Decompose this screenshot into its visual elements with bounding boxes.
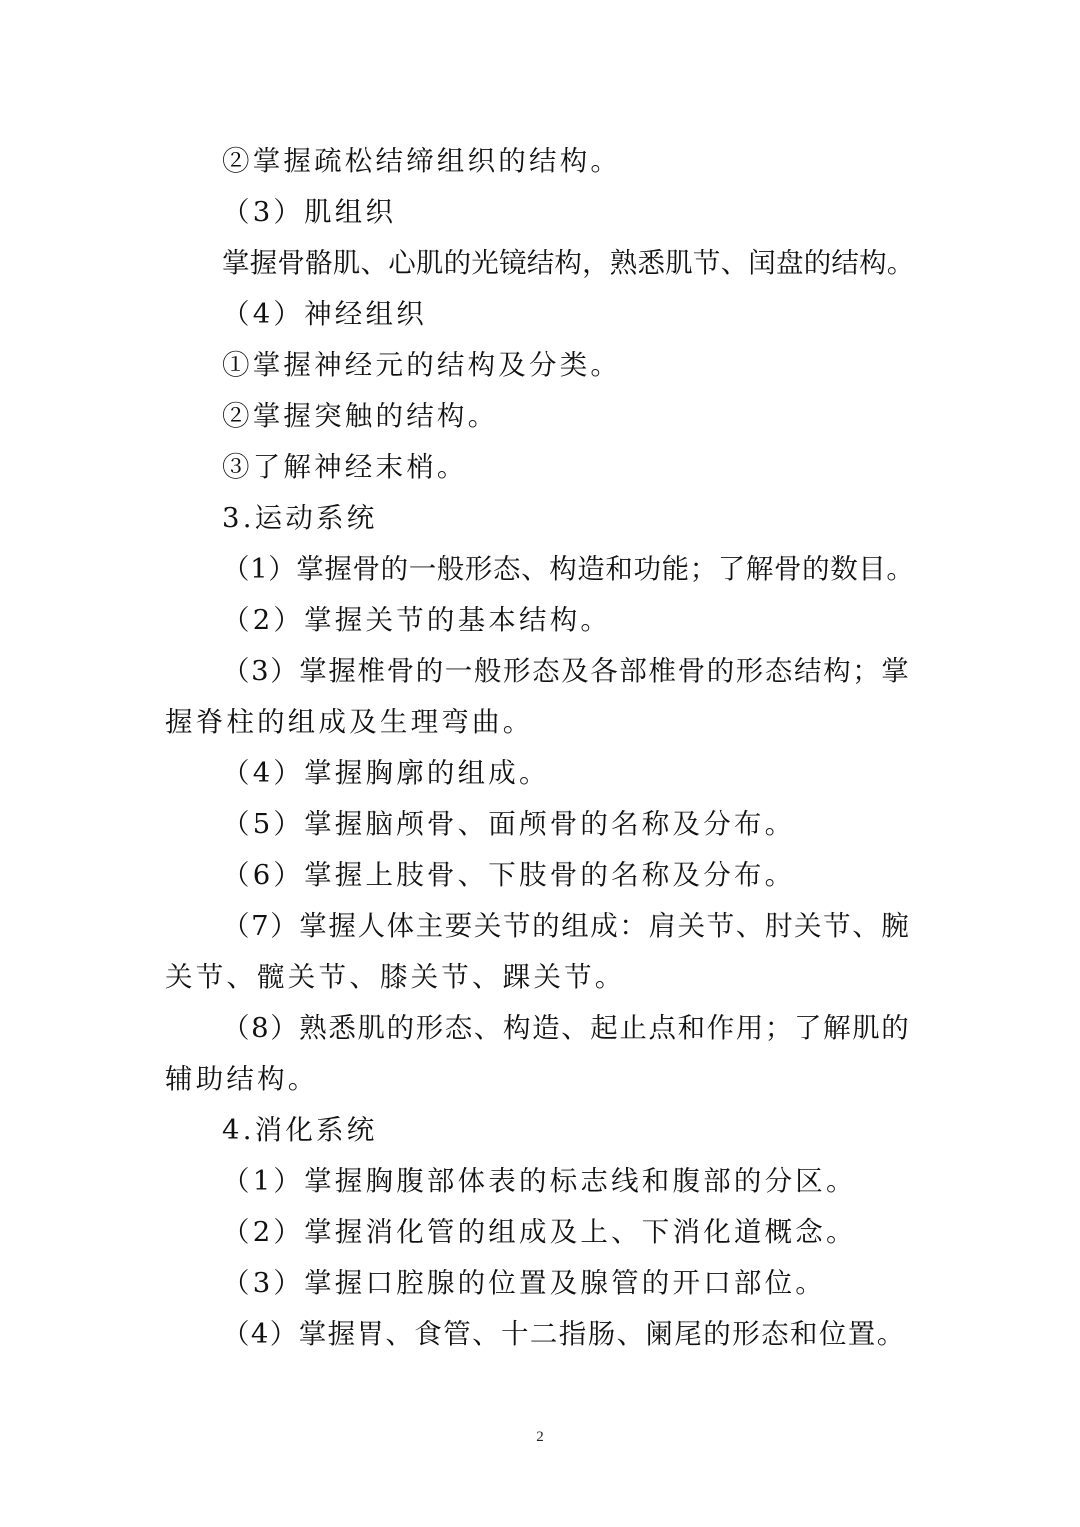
- text-line: （2）掌握消化管的组成及上、下消化道概念。: [222, 1216, 857, 1248]
- section-heading: （4）神经组织: [222, 298, 427, 330]
- text-line: ②掌握突触的结构。: [222, 400, 499, 432]
- text-line: （3）掌握口腔腺的位置及腺管的开口部位。: [222, 1267, 826, 1299]
- text-line: （7）掌握人体主要关节的组成：肩关节、肘关节、腕: [222, 910, 911, 942]
- text-line: （4）掌握胃、食管、十二指肠、阑尾的形态和位置。: [222, 1318, 906, 1350]
- page-number: 2: [536, 1429, 544, 1445]
- section-heading: 4.消化系统: [222, 1114, 378, 1146]
- text-line: 关节、髋关节、膝关节、踝关节。: [165, 961, 626, 993]
- text-line: ②掌握疏松结缔组织的结构。: [222, 145, 622, 177]
- section-heading: （3）肌组织: [222, 196, 397, 228]
- text-line: 握脊柱的组成及生理弯曲。: [165, 706, 534, 738]
- text-line: （1）掌握骨的一般形态、构造和功能；了解骨的数目。: [222, 553, 915, 585]
- text-line: 掌握骨骼肌、心肌的光镜结构，熟悉肌节、闰盘的结构。: [222, 247, 915, 279]
- text-line: 辅助结构。: [165, 1063, 319, 1095]
- text-line: （5）掌握脑颅骨、面颅骨的名称及分布。: [222, 808, 796, 840]
- text-line: （2）掌握关节的基本结构。: [222, 604, 612, 636]
- text-line: （1）掌握胸腹部体表的标志线和腹部的分区。: [222, 1165, 857, 1197]
- text-line: （8）熟悉肌的形态、构造、起止点和作用；了解肌的: [222, 1012, 911, 1044]
- text-line: ③了解神经末梢。: [222, 451, 468, 483]
- section-heading: 3.运动系统: [222, 502, 378, 534]
- text-line: （4）掌握胸廓的组成。: [222, 757, 550, 789]
- text-line: （3）掌握椎骨的一般形态及各部椎骨的形态结构；掌: [222, 655, 911, 687]
- text-line: ①掌握神经元的结构及分类。: [222, 349, 622, 381]
- text-line: （6）掌握上肢骨、下肢骨的名称及分布。: [222, 859, 796, 891]
